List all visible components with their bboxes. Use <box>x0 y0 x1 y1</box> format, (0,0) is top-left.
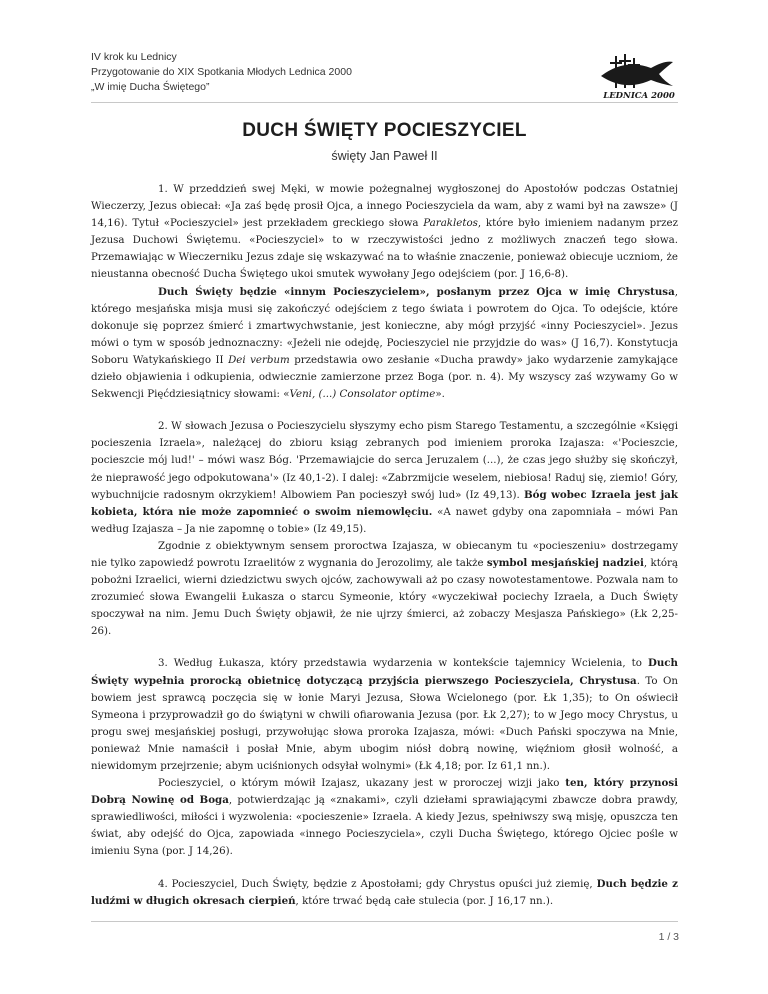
text-run: 1. W przeddzień swej Męki, w mowie pożegnalnej wygłoszonej do Apostołów podczas Ostatniej Wieczerzy, Jezus obiecał: «Ja zaś będę prosił Ojca, a innego Pocieszyciela da wam, aby z wami był na zawsze» (J 14,16). Tytuł «Pocieszyciel» jest przekładem greckiego słowa <box>91 183 678 230</box>
text-run: , którego mesjańska misja musi się zakończyć odejściem z tego świata i powrotem do Ojca. To odejście, które dokonuje się poprzez śmierć i zmartwychwstanie, jest konieczne, aby mógł przyjść «inny Pocieszyciel». Jezus mówi o tym w sposób jednoznaczny: «Jeżeli nie odejdę, Pocieszyciel nie przyjdzie do was» (J 16,7). Konstytucja Soboru Watykańskiego II <box>91 285 678 366</box>
paragraph <box>91 655 678 775</box>
text-run: , którą pobożni Izraelici, wierni dziedzictwu swych ojców, zachowywali aż po czasy nowotestamentowe. Pozwala nam to zrozumieć słowa Ewangelii Łukasza o starcu Symeonie, który «wyczekiwał pociechy Izraela, a Duch Święty spoczywał na nim. Jemu Duch Święty objawił, że nie ujrzy śmierci, aż zobaczy Mesjasza Pańskiego» (Łk 2,25-26). <box>91 556 679 638</box>
text-run: «A nawet gdyby ona zapomniała – mówi Pan według Izajasza – Ja nie zapomnę o tobie» (Iz 49,15). <box>91 505 678 535</box>
bold-text: Duch będzie z ludźmi w długich okresach cierpień <box>91 877 678 907</box>
text-run: przedstawia owo zesłanie «Ducha prawdy» jako wydarzenie zamykające dzieło objawienia i odkupienia, odwiecznie zamierzone przez Boga (por. n. 4). My wszyscy zaś wzywamy Go w Sekwencji Pięćdziesiątnicy słowami: « <box>91 353 678 401</box>
text-run: 3. Według Łukasza, który przedstawia wydarzenia w kontekście tajemnicy Wcielenia, to <box>158 657 648 670</box>
italic-text: Veni, (...) Consolator optime <box>289 388 436 401</box>
italic-text: Dei verbum <box>228 353 290 366</box>
bold-text: ten, który przynosi Dobrą Nowinę od Boga <box>91 777 679 807</box>
text-run: , potwierdzając ją «znakami», czyli dziełami sprawiającymi zbawcze dobra prawdy, sprawiedliwości, miłości i wyzwolenia: «pocieszenie» Izraela. A kiedy Jezus, spełniwszy swą misję, opuszcza ten świat, aby odejść do Ojca, zapowiada «innego Pocieszyciela», czyli Ducha Świętego, którego Ojciec pośle w imieniu Syna (por. J 14,26). <box>91 794 678 858</box>
text-run: 2. W słowach Jezusa o Pocieszycielu słyszymy echo pism Starego Testamentu, a szczególnie «Księgi pocieszenia Izraela», należącej do zbioru ksiąg zebranych pod imieniem proroka Izajasza: «'Pocieszcie, pocieszcie mój lud!' – mówi wasz Bóg. 'Przemawiajcie do serca Jeruzalem (...), że czas jego służby się skończył, że nieprawość jego odpokutowana'» (Iz 40,1-2). I dalej: «Zabrzmijcie weselem, niebiosa! Raduj się, ziemio! Góry, wybuchnijcie radosnym okrzykiem! Albowiem Pan pocieszył swój lud» (Iz 49,13). <box>91 420 678 501</box>
logo-text: LEDNICA 2000 <box>603 91 675 100</box>
paragraph <box>91 181 678 284</box>
bold-text: symbol mesjańskiej nadziei <box>486 556 644 569</box>
lednica-logo <box>595 52 675 100</box>
text-run: ». <box>435 388 445 401</box>
paragraph <box>91 775 678 860</box>
header-line-2: Przygotowanie do XIX Spotkania Młodych Lednica 2000 <box>91 66 352 78</box>
page-subtitle: święty Jan Paweł II <box>331 149 438 163</box>
page-header <box>91 50 681 96</box>
text-run: Pocieszyciel, o którym mówił Izajasz, ukazany jest w proroczej wizji jako <box>158 777 566 790</box>
paragraph <box>91 284 678 404</box>
text-run: , które było imieniem nadanym przez Jezusa Duchowi Świętemu. «Pocieszyciel» to w rzeczywistości jedno z możliwych znaczeń tego słowa. Przemawiając w Wieczerniku Jezus zdaje się wskazywać na to właśnie znaczenie, ponieważ obiecuje uczniom, że nieustanna obecność Ducha Świętego ukoi smutek wywołany Jego odejściem (por. J 16,6-8). <box>91 217 678 281</box>
text-run: . To On bowiem jest sprawcą poczęcia się w łonie Maryi Jezusa, Słowa Wcielonego (por. Łk 1,35); to On oświecił Symeona i przyprowadził go do świątyni w chwili ofiarowania Jezusa (por. Łk 2,27); to w Jego mocy Chrystus, u progu swej mesjańskiej posługi, przywołując słowa proroka Izajasza, mówi: «Duch Pański spoczywa na Mnie, ponieważ Mnie namaścił i posłał Mnie, abym ubogim niósł dobrą nowinę, więźniom głosił wolność, a niewidomym przejrzenie; abym uciśnionych odsyłał wolnymi» (Łk 4,18; por. Iz 61,1 nn.). <box>91 674 678 772</box>
bold-text: Bóg wobec Izraela jest jak kobieta, która nie może zapomnieć o swoim niemowlęciu. <box>91 488 678 518</box>
footer-divider <box>91 921 678 922</box>
page-title: DUCH ŚWIĘTY POCIESZYCIEL <box>242 120 527 141</box>
document-body <box>91 181 678 910</box>
italic-text: Parakletos <box>423 217 478 230</box>
text-run: 4. Pocieszyciel, Duch Święty, będzie z Apostołami; gdy Chrystus opuści już ziemię, <box>158 877 597 890</box>
paragraph <box>91 876 678 910</box>
bold-text: Duch Święty będzie «innym Pocieszycielem», posłanym przez Ojca w imię Chrystusa <box>158 285 675 298</box>
paragraph <box>91 538 678 641</box>
paragraph <box>91 418 678 538</box>
bold-text: Duch Święty wypełnia prorocką obietnicę dotyczącą przyjścia pierwszego Pocieszyciela, Chrystusa <box>91 657 678 687</box>
header-line-3: „W imię Ducha Świętego” <box>91 81 210 93</box>
text-run: Zgodnie z obiektywnym sensem proroctwa Izajasza, w obiecanym tu «pocieszeniu» dostrzegamy nie tylko zapowiedź powrotu Izraelitów z wygnania do Jerozolimy, ale także <box>91 539 678 569</box>
page-number: 1 / 3 <box>658 931 679 943</box>
text-run: , które trwać będą całe stulecia (por. J 16,17 nn.). <box>295 894 554 907</box>
header-divider <box>91 102 678 103</box>
header-line-1: IV krok ku Lednicy <box>91 51 177 63</box>
